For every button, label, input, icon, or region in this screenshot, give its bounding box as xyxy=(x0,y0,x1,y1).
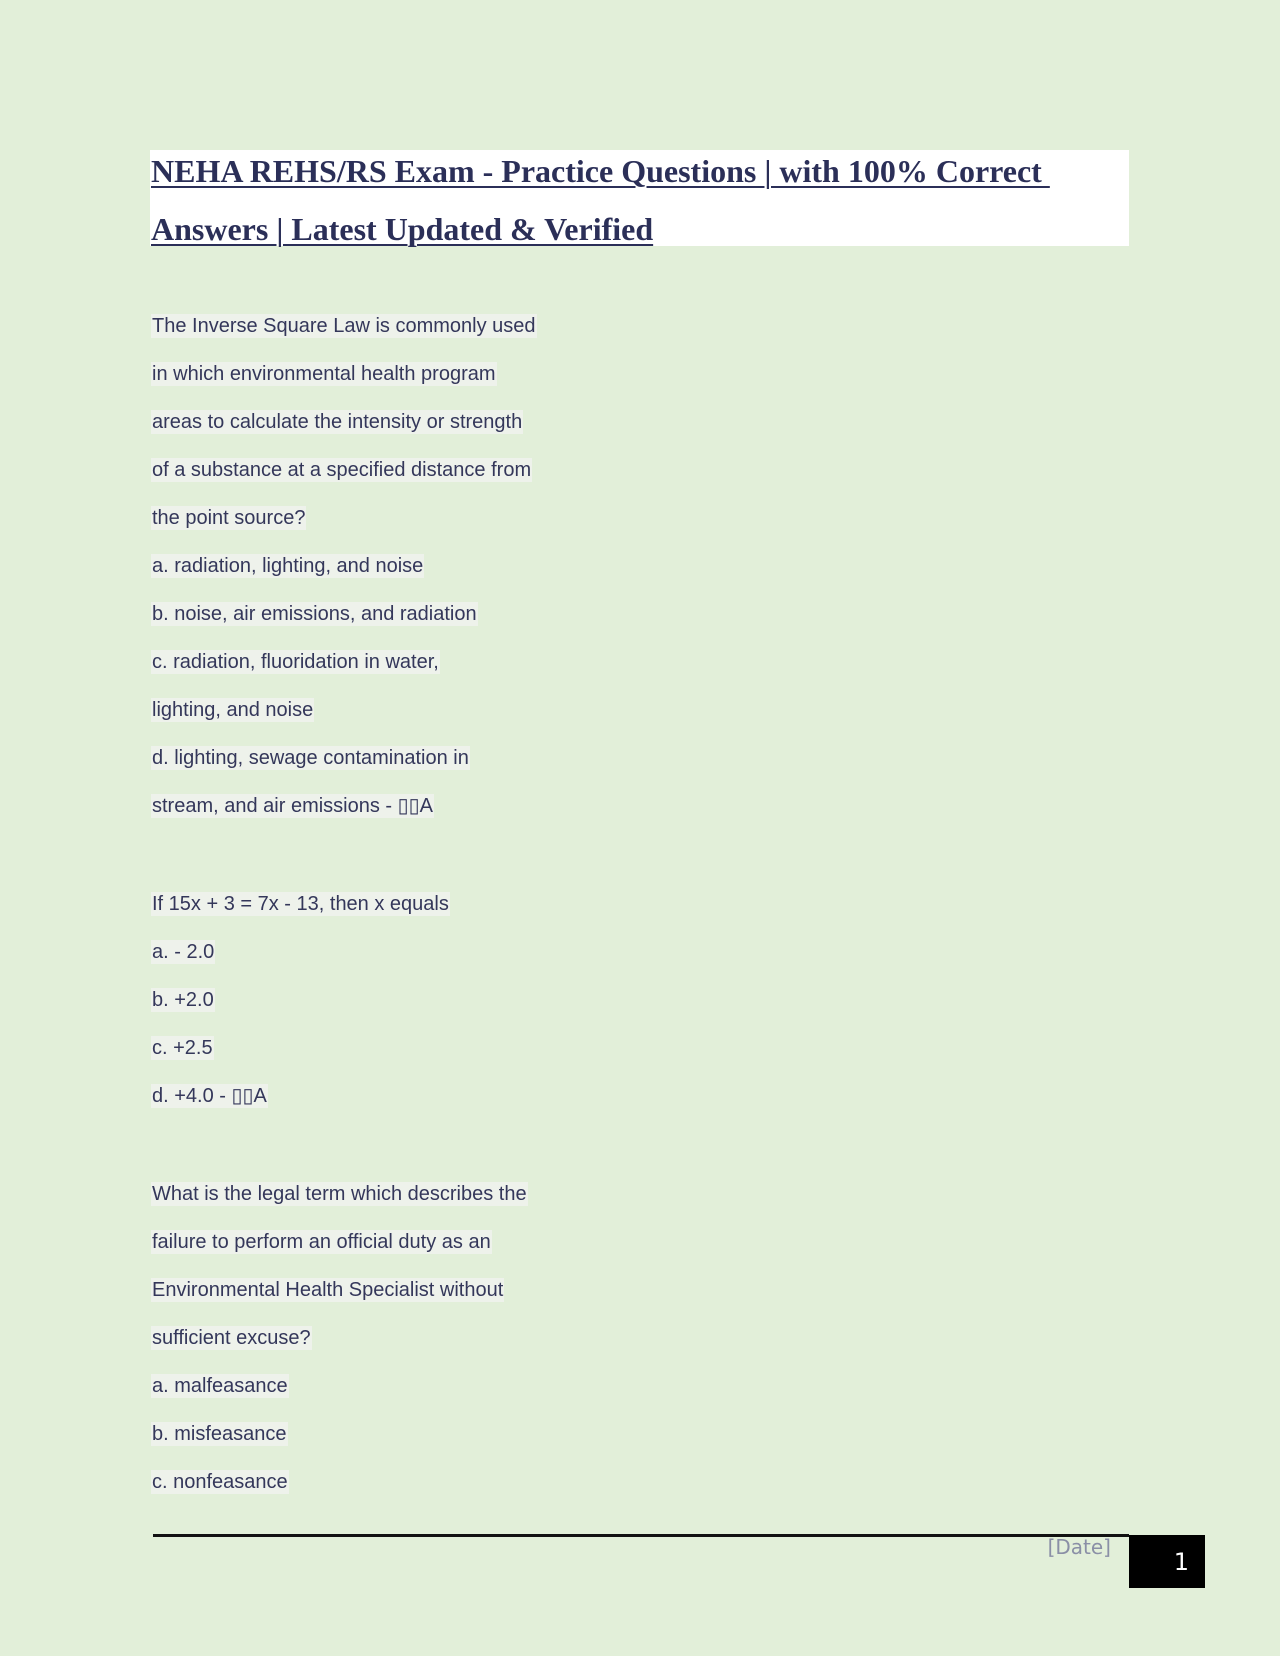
question-1-line-5: the point source? xyxy=(152,507,306,529)
question-1-line-1: The Inverse Square Law is commonly used xyxy=(152,315,536,337)
question-1-option-a: a. radiation, lighting, and noise xyxy=(152,555,424,577)
question-3-option-b: b. misfeasance xyxy=(152,1423,287,1445)
page-number: 1 xyxy=(1173,1548,1189,1576)
question-1-option-d: d. lighting, sewage contamination in xyxy=(152,747,469,769)
question-1-line-2: in which environmental health program xyxy=(152,363,496,385)
question-1-line-4: of a substance at a specified distance from xyxy=(152,459,532,481)
question-2-line-1: If 15x + 3 = 7x - 13, then x equals xyxy=(152,893,449,915)
question-1-option-c-cont: lighting, and noise xyxy=(152,699,314,721)
question-3-line-2: failure to perform an official duty as an xyxy=(152,1231,491,1253)
question-1-option-b: b. noise, air emissions, and radiation xyxy=(152,603,477,625)
footer-date: [Date] xyxy=(1047,1535,1111,1559)
question-2-option-b: b. +2.0 xyxy=(152,989,214,1011)
document-title-block xyxy=(150,150,1129,246)
footer-divider xyxy=(153,1534,1129,1537)
question-2-option-c: c. +2.5 xyxy=(152,1037,213,1059)
question-1-line-3: areas to calculate the intensity or strength xyxy=(152,411,523,433)
document-title-line-2: Answers | Latest Updated & Verified xyxy=(151,211,654,247)
question-1-option-d-answer: stream, and air emissions - ▯▯A xyxy=(152,795,433,817)
question-3-option-a: a. malfeasance xyxy=(152,1375,288,1397)
question-2-option-d-answer: d. +4.0 - ▯▯A xyxy=(152,1085,267,1107)
question-3-line-3: Environmental Health Specialist without xyxy=(152,1279,504,1301)
page-number-box xyxy=(1129,1535,1205,1588)
question-3-option-c: c. nonfeasance xyxy=(152,1471,288,1493)
document-title-line-1: NEHA REHS/RS Exam - Practice Questions | with 100% Correct xyxy=(151,153,1050,189)
question-3-line-4: sufficient excuse? xyxy=(152,1327,311,1349)
question-3-line-1: What is the legal term which describes the xyxy=(152,1183,527,1205)
question-2-option-a: a. - 2.0 xyxy=(152,941,215,963)
question-1-option-c: c. radiation, fluoridation in water, xyxy=(152,651,439,673)
